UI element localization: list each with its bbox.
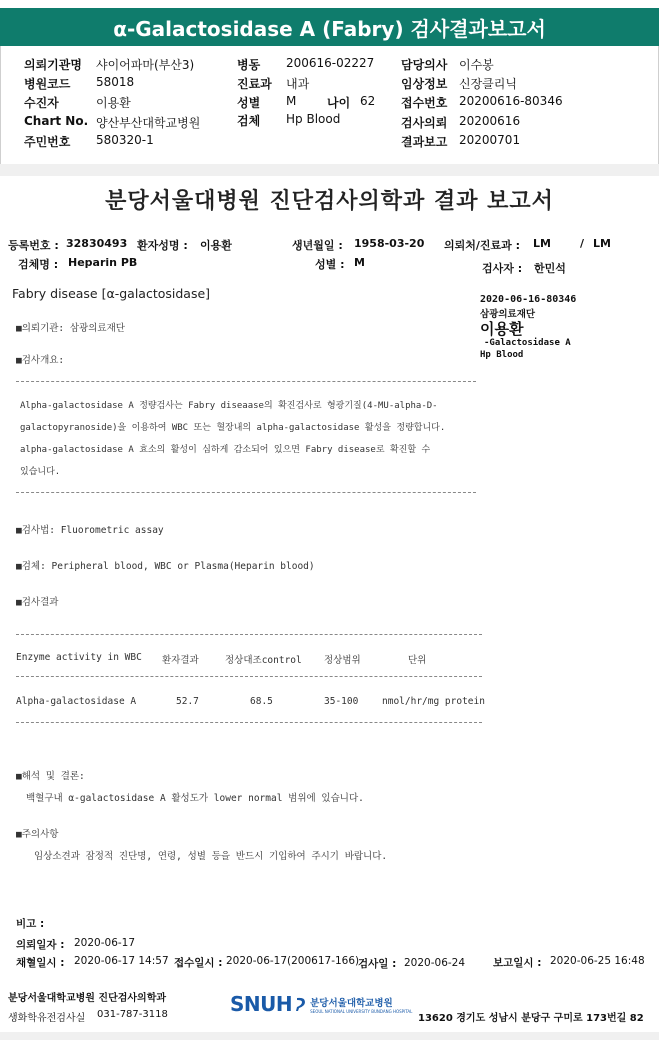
document-title: 분당서울대병원 진단검사의학과 결과 보고서 — [105, 189, 554, 214]
divider — [16, 492, 476, 493]
snuh-logo-korean: 분당서울대학교병원 — [310, 997, 393, 1009]
table-header-patient: 환자결과 — [162, 655, 199, 666]
table-cell-patient-result: 52.7 — [176, 696, 199, 707]
snuh-emblem-icon — [295, 996, 307, 1012]
method-line: ■검사법: Fluorometric assay — [16, 525, 164, 536]
caution-heading: ■주의사항 — [16, 829, 59, 840]
sex-label: 성별 — [237, 96, 261, 110]
specimen-label: 검체 — [237, 114, 261, 128]
specimen-name-value: Heparin PB — [68, 256, 138, 269]
snuh-logo-text: SNUH — [230, 992, 293, 1016]
overview-line-2: galactopyranoside)을 이용하여 WBC 또는 혈장내의 alpha-galactosidase 활성을 정량합니다. — [20, 423, 446, 433]
hospital-code-value: 58018 — [96, 75, 135, 89]
bottom-separator — [0, 1032, 659, 1040]
dept-value-1: LM — [533, 237, 551, 250]
registration-label: 등록번호 : — [8, 239, 59, 252]
report-sex-value: M — [354, 256, 365, 269]
client-value: 샤이어파마(부산3) — [96, 58, 195, 72]
patient-label: 수진자 — [24, 96, 59, 110]
stamp-patient: 이용환 — [480, 320, 524, 338]
stamp-receipt-no: 2020-06-16-80346 — [480, 294, 577, 305]
footer-department: 분당서울대학교병원 진단검사의학과 — [8, 993, 167, 1004]
patient-name-label: 환자성명 : — [137, 239, 188, 252]
lab-report-document — [0, 176, 659, 1032]
tester-label: 검사자 : — [482, 262, 523, 275]
specimen-value: Hp Blood — [286, 112, 341, 126]
specimen-name-label: 검체명 : — [18, 258, 59, 271]
department-value: 내과 — [286, 77, 310, 91]
overview-line-4: 있습니다. — [20, 467, 61, 477]
tester-value: 한민석 — [534, 262, 566, 275]
interpretation-heading: ■해석 및 결론: — [16, 771, 85, 782]
request-date-value-2: 2020-06-17 — [74, 937, 136, 949]
request-date-label-2: 의뢰일자 : — [16, 939, 65, 951]
receive-value: 2020-06-17(200617-166) — [226, 955, 360, 967]
request-date-label: 검사의뢰 — [401, 116, 448, 130]
result-report-value: 20200701 — [459, 133, 521, 147]
collection-value: 2020-06-17 14:57 — [74, 955, 169, 967]
table-divider-mid — [16, 676, 482, 677]
client-label: 의뢰기관명 — [24, 58, 82, 72]
report-time-value: 2020-06-25 16:48 — [550, 955, 645, 967]
report-sex-label: 성별 : — [315, 258, 345, 271]
institution-line: ■의뢰기관: 삼광의료재단 — [16, 323, 125, 334]
age-value: 62 — [360, 94, 376, 108]
table-header-range: 정상범위 — [324, 655, 361, 666]
footer-address: 13620 경기도 성남시 분당구 구미로 173번길 82 — [418, 1013, 644, 1024]
table-header-enzyme: Enzyme activity in WBC — [16, 652, 142, 663]
table-cell-unit: nmol/hr/mg protein — [382, 696, 485, 707]
table-cell-test: Alpha-galactosidase A — [16, 696, 137, 707]
overview-heading: ■검사개요: — [16, 355, 65, 366]
separator — [0, 164, 659, 176]
specimen-stamp — [478, 294, 628, 366]
table-divider-bottom — [16, 722, 482, 723]
header-info — [0, 52, 659, 162]
resident-no-label: 주민번호 — [24, 135, 71, 149]
report-title: α-Galactosidase A (Fabry) 검사결과보고서 — [113, 16, 546, 41]
resident-no-value: 580320-1 — [96, 133, 154, 147]
result-heading: ■검사결과 — [16, 597, 59, 608]
patient-value: 이용환 — [96, 96, 131, 110]
doctor-label: 담당의사 — [401, 58, 448, 72]
registration-value: 32830493 — [66, 237, 128, 250]
stamp-specimen: Hp Blood — [480, 350, 524, 360]
sex-value: M — [286, 94, 297, 108]
stamp-test: -Galactosidase A — [484, 338, 571, 348]
note-label: 비고 : — [16, 918, 45, 930]
receive-label: 접수일시 : — [174, 957, 223, 969]
report-title-bar — [0, 8, 659, 46]
receipt-no-value: 20200616-80346 — [459, 94, 563, 108]
clinical-info-value: 신장클리닉 — [459, 77, 517, 91]
report-time-label: 보고일시 : — [493, 957, 542, 969]
request-date-value: 20200616 — [459, 114, 521, 128]
chart-no-label: Chart No. — [24, 114, 89, 128]
test-date-label: 검사일 : — [358, 958, 397, 970]
overview-line-1: Alpha-galactosidase A 정량검사는 Fabry diseaase의 확진검사로 형광기질(4-MU-alpha-D- — [20, 401, 438, 411]
table-divider-top — [16, 634, 482, 635]
snuh-logo-english: SEOUL NATIONAL UNIVERSITY BUNDANG HOSPITAL — [310, 1008, 413, 1014]
collection-label: 채혈일시 : — [16, 957, 65, 969]
table-header-unit: 단위 — [408, 655, 427, 666]
age-label: 나이 — [327, 96, 351, 110]
result-report-label: 결과보고 — [401, 135, 448, 149]
doctor-value: 이수봉 — [459, 58, 494, 72]
disease-title: Fabry disease [α-galactosidase] — [12, 286, 211, 301]
divider — [16, 381, 476, 382]
patient-name-value: 이용환 — [200, 239, 232, 252]
hospital-code-label: 병원코드 — [24, 77, 71, 91]
clinical-info-label: 임상정보 — [401, 77, 448, 91]
specimen-line: ■검체: Peripheral blood, WBC or Plasma(Heparin blood) — [16, 561, 315, 572]
dept-label: 의뢰처/진료과 : — [444, 239, 521, 252]
interpretation-text: 백혈구내 α-galactosidase A 활성도가 lower normal 범위에 있습니다. — [26, 793, 364, 804]
table-cell-range: 35-100 — [324, 696, 359, 707]
table-header-control: 정상대조control — [225, 655, 302, 666]
snuh-logo — [230, 992, 412, 1016]
test-date-value: 2020-06-24 — [404, 957, 466, 969]
footer-phone: 031-787-3118 — [97, 1009, 168, 1020]
department-label: 진료과 — [237, 77, 272, 91]
footer-lab: 생화학유전검사실 — [8, 1013, 86, 1024]
dept-separator: / — [580, 237, 585, 250]
ward-label: 병동 — [237, 58, 261, 72]
chart-no-value: 양산부산대학교병원 — [96, 116, 201, 130]
receipt-no-label: 접수번호 — [401, 96, 448, 110]
table-cell-control: 68.5 — [250, 696, 273, 707]
overview-line-3: alpha-galactosidase A 효소의 활성이 심하게 감소되어 있으면 Fabry disease로 확진할 수 — [20, 445, 431, 455]
dob-label: 생년월일 : — [292, 239, 343, 252]
dept-value-2: LM — [593, 237, 611, 250]
stamp-institution: 삼광의료재단 — [480, 309, 536, 320]
caution-text: 임상소견과 잠정적 진단명, 연령, 성별 등을 반드시 기입하여 주시기 바랍니다. — [34, 851, 388, 862]
ward-value: 200616-02227 — [286, 56, 375, 70]
dob-value: 1958-03-20 — [354, 237, 425, 250]
